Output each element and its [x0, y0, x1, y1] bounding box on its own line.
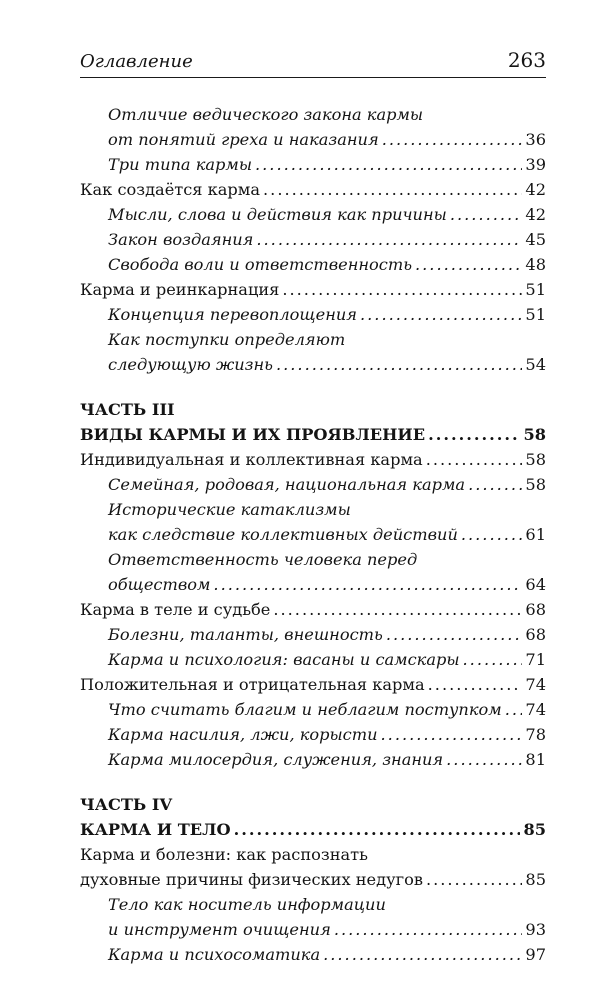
- toc-subentry: [80, 227, 546, 252]
- toc-subentry: [80, 647, 546, 672]
- dot-leader: [282, 277, 522, 302]
- toc-entry-title: Как создаётся карма: [80, 180, 261, 199]
- toc-subentry: [80, 722, 546, 747]
- toc-page-number: 64: [525, 575, 546, 594]
- dot-leader: [255, 152, 522, 177]
- toc-entry-title: КАРМА И ТЕЛО: [80, 820, 231, 839]
- toc-page-number: 97: [525, 945, 546, 964]
- toc-page-number: 42: [525, 205, 546, 224]
- toc-part-heading: [80, 422, 546, 447]
- toc-entry-title: ЧАСТЬ IV: [80, 795, 173, 814]
- toc-subentry: [80, 302, 546, 327]
- page-header: [80, 48, 546, 72]
- toc-entry-title: Свобода воли и ответственность: [108, 255, 413, 274]
- toc-subentry: [80, 697, 546, 722]
- toc-page-number: 68: [525, 600, 546, 619]
- toc-page-number: 58: [523, 425, 546, 444]
- toc-page-number: 58: [525, 475, 546, 494]
- toc-entry: [80, 447, 546, 472]
- toc-subentry: [80, 622, 546, 647]
- dot-leader: [450, 202, 523, 227]
- toc-page-number: 58: [525, 450, 546, 469]
- toc-entry-title: Положительная и отрицательная карма: [80, 675, 425, 694]
- toc-entry-title: Карма и психология: васаны и самскары: [108, 650, 460, 669]
- toc-entry-title: Мысли, слова и действия как причины: [108, 205, 447, 224]
- toc-entry-title: Карма и болезни: как распознать: [80, 845, 368, 864]
- toc-entry: [80, 277, 546, 302]
- toc-entry-title: Карма и реинкарнация: [80, 280, 280, 299]
- dot-leader: [273, 597, 522, 622]
- toc-page-number: 51: [525, 305, 546, 324]
- dot-leader: [505, 697, 523, 722]
- toc-entry-title: Три типа кармы: [108, 155, 253, 174]
- toc-entry-title: Отличие ведического закона кармы: [108, 105, 424, 124]
- toc-page-number: 74: [525, 700, 546, 719]
- toc-subentry: [80, 917, 546, 942]
- dot-leader: [468, 472, 522, 497]
- dot-leader: [428, 422, 520, 447]
- toc-subentry: [80, 127, 546, 152]
- dot-leader: [386, 622, 523, 647]
- toc-page-number: 51: [525, 280, 546, 299]
- dot-leader: [360, 302, 522, 327]
- toc-part-heading: [80, 792, 546, 817]
- dot-leader: [334, 917, 523, 942]
- toc-entry-title: духовные причины физических недугов: [80, 870, 423, 889]
- toc-entry-title: Закон воздаяния: [108, 230, 254, 249]
- toc-entry-title: и инструмент очищения: [108, 920, 331, 939]
- toc-page-number: 36: [525, 130, 546, 149]
- toc-subentry: [80, 547, 546, 572]
- toc-page-number: 81: [525, 750, 546, 769]
- toc-page-number: 78: [525, 725, 546, 744]
- toc-subentry: [80, 892, 546, 917]
- toc-entry-title: Болезни, таланты, внешность: [108, 625, 383, 644]
- toc-page-number: 45: [525, 230, 546, 249]
- toc-page-number: 71: [525, 650, 546, 669]
- dot-leader: [446, 747, 522, 772]
- toc-entry-title: Ответственность человека перед: [108, 550, 418, 569]
- toc-entry-title: Тело как носитель информации: [108, 895, 386, 914]
- toc-page-number: 48: [525, 255, 546, 274]
- toc-entry-title: как следствие коллективных действий: [108, 525, 458, 544]
- dot-leader: [323, 942, 522, 967]
- toc-subentry: [80, 522, 546, 547]
- toc-page-number: 61: [525, 525, 546, 544]
- dot-leader: [463, 647, 523, 672]
- header-rule: [80, 77, 546, 78]
- dot-leader: [428, 672, 523, 697]
- dot-leader: [256, 227, 522, 252]
- toc-page-number: 68: [525, 625, 546, 644]
- dot-leader: [461, 522, 523, 547]
- toc-subentry: [80, 327, 546, 352]
- toc-page-number: 54: [525, 355, 546, 374]
- toc-entry-title: Как поступки определяют: [108, 330, 346, 349]
- toc-page-number: 39: [525, 155, 546, 174]
- toc-subentry: [80, 572, 546, 597]
- toc-entry-title: Карма милосердия, служения, знания: [108, 750, 444, 769]
- toc-entry-title: следующую жизнь: [108, 355, 273, 374]
- toc-page-number: 85: [525, 870, 546, 889]
- toc-entry-title: Исторические катаклизмы: [108, 500, 351, 519]
- toc-subentry: [80, 252, 546, 277]
- toc-entry: [80, 842, 546, 867]
- toc-entry-title: Карма в теле и судьбе: [80, 600, 271, 619]
- toc-entry-title: ЧАСТЬ III: [80, 400, 175, 419]
- toc-entry-title: обществом: [108, 575, 211, 594]
- toc-part-heading: [80, 397, 546, 422]
- toc-entry: [80, 177, 546, 202]
- toc-page-number: 85: [523, 820, 546, 839]
- dot-leader: [213, 572, 522, 597]
- toc-subentry: [80, 747, 546, 772]
- toc-entry: [80, 597, 546, 622]
- toc-entry: [80, 867, 546, 892]
- toc-page-number: 74: [525, 675, 546, 694]
- toc-subentry: [80, 472, 546, 497]
- dot-leader: [382, 127, 523, 152]
- toc-subentry: [80, 202, 546, 227]
- toc-part-heading: [80, 817, 546, 842]
- dot-leader: [426, 867, 522, 892]
- toc-entry-title: Индивидуальная и коллективная карма: [80, 450, 423, 469]
- toc-entry-title: от понятий греха и наказания: [108, 130, 379, 149]
- toc-entry-title: Карма насилия, лжи, корысти: [108, 725, 378, 744]
- toc-subentry: [80, 497, 546, 522]
- page-number: 263: [507, 48, 546, 72]
- dot-leader: [381, 722, 523, 747]
- toc-entry-title: Концепция перевоплощения: [108, 305, 358, 324]
- table-of-contents: [80, 102, 546, 967]
- toc-subentry: [80, 102, 546, 127]
- toc-subentry: [80, 152, 546, 177]
- toc-entry: [80, 672, 546, 697]
- toc-subentry: [80, 352, 546, 377]
- dot-leader: [426, 447, 523, 472]
- toc-entry-title: ВИДЫ КАРМЫ И ИХ ПРОЯВЛЕНИЕ: [80, 425, 426, 444]
- dot-leader: [415, 252, 522, 277]
- running-title: Оглавление: [80, 51, 193, 72]
- toc-page-number: 42: [525, 180, 546, 199]
- dot-leader: [276, 352, 522, 377]
- toc-entry-title: Семейная, родовая, национальная карма: [108, 475, 466, 494]
- toc-entry-title: Карма и психосоматика: [108, 945, 321, 964]
- dot-leader: [234, 817, 521, 842]
- toc-page-number: 93: [525, 920, 546, 939]
- toc-entry-title: Что считать благим и неблагим поступком: [108, 700, 502, 719]
- toc-subentry: [80, 942, 546, 967]
- dot-leader: [263, 177, 522, 202]
